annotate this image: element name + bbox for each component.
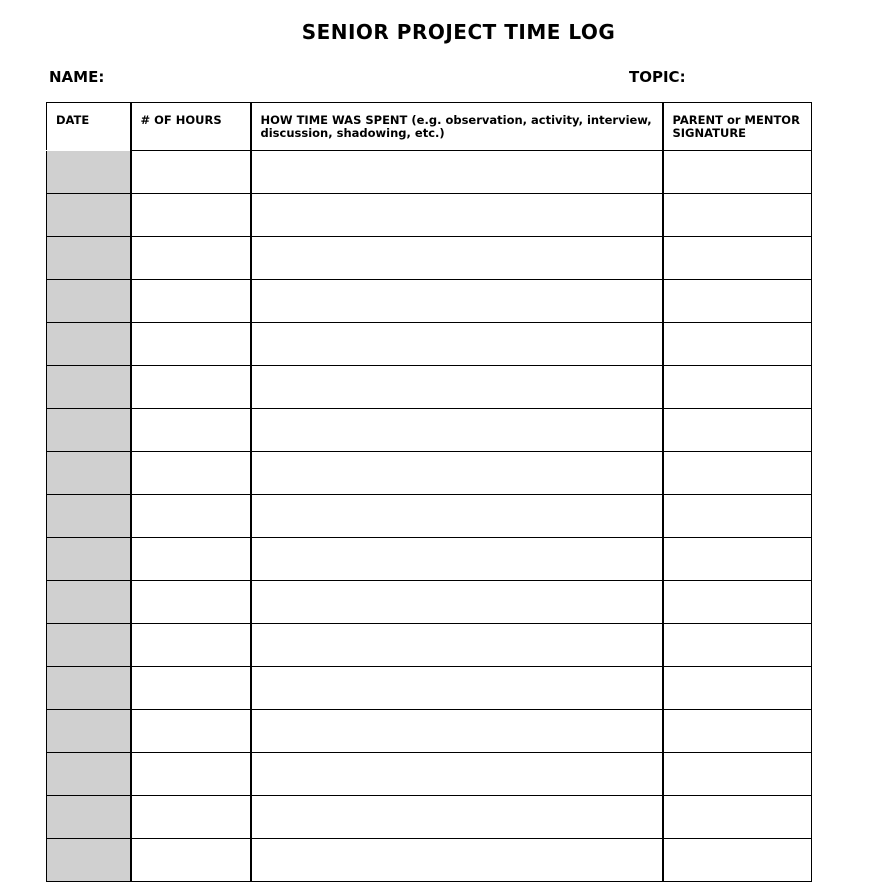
signature-cell[interactable] [663, 280, 812, 323]
hours-cell[interactable] [131, 624, 251, 667]
hours-cell[interactable] [131, 452, 251, 495]
date-cell[interactable] [47, 753, 131, 796]
table-row [47, 323, 812, 366]
date-cell[interactable] [47, 710, 131, 753]
how-time-spent-cell[interactable] [251, 409, 663, 452]
header-how-time-was-spent: HOW TIME WAS SPENT (e.g. observation, activity, interview, discussion, shadowing, etc.) [251, 103, 663, 151]
date-cell[interactable] [47, 194, 131, 237]
table-body [47, 151, 812, 882]
table-row [47, 495, 812, 538]
date-cell[interactable] [47, 667, 131, 710]
hours-cell[interactable] [131, 796, 251, 839]
how-time-spent-cell[interactable] [251, 237, 663, 280]
hours-cell[interactable] [131, 495, 251, 538]
hours-cell[interactable] [131, 839, 251, 882]
hours-cell[interactable] [131, 366, 251, 409]
signature-cell[interactable] [663, 323, 812, 366]
date-cell[interactable] [47, 366, 131, 409]
how-time-spent-cell[interactable] [251, 753, 663, 796]
signature-cell[interactable] [663, 796, 812, 839]
date-cell[interactable] [47, 151, 131, 194]
table-row [47, 280, 812, 323]
how-time-spent-cell[interactable] [251, 839, 663, 882]
date-cell[interactable] [47, 323, 131, 366]
signature-cell[interactable] [663, 366, 812, 409]
how-time-spent-cell[interactable] [251, 323, 663, 366]
hours-cell[interactable] [131, 538, 251, 581]
table-row [47, 237, 812, 280]
table-row [47, 796, 812, 839]
header-signature: PARENT or MENTOR SIGNATURE [663, 103, 812, 151]
how-time-spent-cell[interactable] [251, 624, 663, 667]
date-cell[interactable] [47, 452, 131, 495]
how-time-spent-cell[interactable] [251, 151, 663, 194]
date-cell[interactable] [47, 495, 131, 538]
name-label: NAME: [49, 68, 105, 86]
signature-cell[interactable] [663, 839, 812, 882]
signature-cell[interactable] [663, 667, 812, 710]
table-row [47, 710, 812, 753]
hours-cell[interactable] [131, 237, 251, 280]
date-cell[interactable] [47, 538, 131, 581]
table-row [47, 581, 812, 624]
table-row [47, 624, 812, 667]
hours-cell[interactable] [131, 753, 251, 796]
how-time-spent-cell[interactable] [251, 710, 663, 753]
date-cell[interactable] [47, 581, 131, 624]
signature-cell[interactable] [663, 710, 812, 753]
how-time-spent-cell[interactable] [251, 452, 663, 495]
how-time-spent-cell[interactable] [251, 538, 663, 581]
signature-cell[interactable] [663, 581, 812, 624]
time-log-table [46, 102, 812, 882]
how-time-spent-cell[interactable] [251, 796, 663, 839]
signature-cell[interactable] [663, 409, 812, 452]
header-date: DATE [47, 103, 131, 151]
hours-cell[interactable] [131, 710, 251, 753]
signature-cell[interactable] [663, 194, 812, 237]
how-time-spent-cell[interactable] [251, 581, 663, 624]
how-time-spent-cell[interactable] [251, 667, 663, 710]
topic-label: TOPIC: [629, 68, 686, 86]
how-time-spent-cell[interactable] [251, 194, 663, 237]
table-row [47, 194, 812, 237]
date-cell[interactable] [47, 280, 131, 323]
date-cell[interactable] [47, 237, 131, 280]
how-time-spent-cell[interactable] [251, 280, 663, 323]
table-row [47, 667, 812, 710]
page-title: SENIOR PROJECT TIME LOG [301, 20, 616, 44]
table-row [47, 151, 812, 194]
date-cell[interactable] [47, 839, 131, 882]
hours-cell[interactable] [131, 667, 251, 710]
how-time-spent-cell[interactable] [251, 495, 663, 538]
date-cell[interactable] [47, 409, 131, 452]
hours-cell[interactable] [131, 409, 251, 452]
hours-cell[interactable] [131, 151, 251, 194]
how-time-spent-cell[interactable] [251, 366, 663, 409]
hours-cell[interactable] [131, 581, 251, 624]
hours-cell[interactable] [131, 194, 251, 237]
signature-cell[interactable] [663, 753, 812, 796]
hours-cell[interactable] [131, 323, 251, 366]
date-cell[interactable] [47, 624, 131, 667]
header-hours: # OF HOURS [131, 103, 251, 151]
signature-cell[interactable] [663, 624, 812, 667]
signature-cell[interactable] [663, 495, 812, 538]
table-row [47, 452, 812, 495]
table-row [47, 753, 812, 796]
signature-cell[interactable] [663, 237, 812, 280]
signature-cell[interactable] [663, 452, 812, 495]
table-row [47, 839, 812, 882]
hours-cell[interactable] [131, 280, 251, 323]
signature-cell[interactable] [663, 538, 812, 581]
table-row [47, 409, 812, 452]
signature-cell[interactable] [663, 151, 812, 194]
table-header-row [47, 103, 812, 151]
table-row [47, 538, 812, 581]
table-row [47, 366, 812, 409]
date-cell[interactable] [47, 796, 131, 839]
